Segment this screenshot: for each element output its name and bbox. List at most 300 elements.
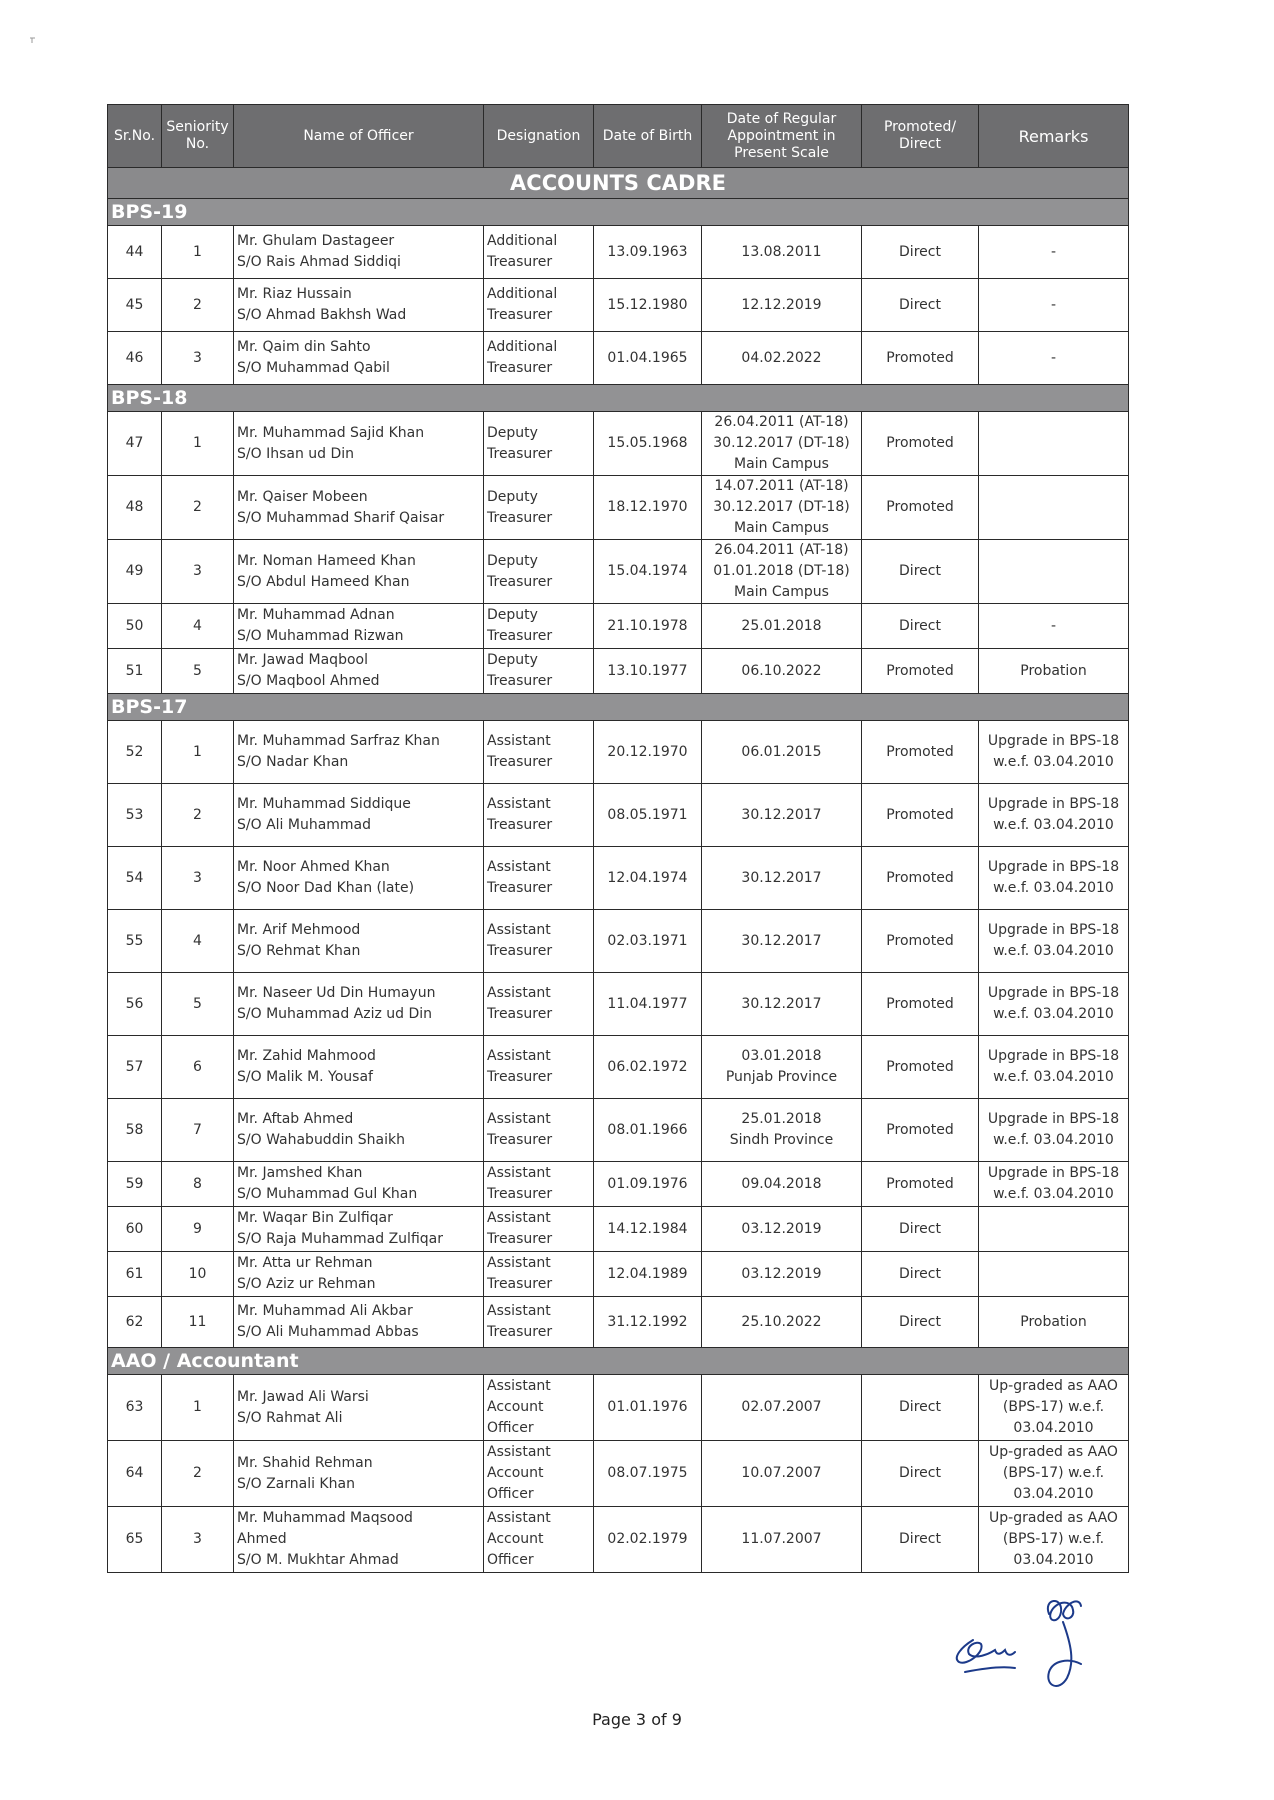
designation-cell xyxy=(484,1297,594,1348)
designation-cell xyxy=(484,1252,594,1297)
appointment-date-cell xyxy=(702,1162,862,1207)
seniority-no-cell: 9 xyxy=(162,1207,234,1252)
appointment-date-cell-line: 10.07.2007 xyxy=(741,1465,822,1481)
designation-cell-line: Assistant xyxy=(487,985,551,1001)
designation-cell xyxy=(484,910,594,973)
promoted-direct-cell: Direct xyxy=(862,226,979,279)
col-promoted-direct: Promoted/ Direct xyxy=(862,105,979,168)
remarks-cell xyxy=(979,1507,1129,1573)
officer-name-cell xyxy=(234,1099,484,1162)
remarks-cell-line: 03.04.2010 xyxy=(1013,1420,1094,1436)
designation-cell-line: Assistant xyxy=(487,1510,551,1526)
designation-cell xyxy=(484,279,594,332)
designation-cell xyxy=(484,412,594,476)
date-of-birth-cell: 01.04.1965 xyxy=(594,332,702,385)
appointment-date-cell xyxy=(702,1507,862,1573)
seniority-no-cell: 5 xyxy=(162,973,234,1036)
promoted-direct-cell: Promoted xyxy=(862,1162,979,1207)
appointment-date-cell xyxy=(702,784,862,847)
table-body xyxy=(108,168,1129,1573)
designation-cell-line: Treasurer xyxy=(487,445,553,462)
officer-name-cell xyxy=(234,973,484,1036)
remarks-cell xyxy=(979,412,1129,476)
section-heading-row xyxy=(108,694,1129,721)
officer-name-cell xyxy=(234,1297,484,1348)
officer-name-cell xyxy=(234,910,484,973)
seniority-table xyxy=(107,104,1129,1573)
remarks-cell-line: (BPS-17) w.e.f. xyxy=(1002,1465,1105,1481)
date-of-birth-cell: 12.04.1989 xyxy=(594,1252,702,1297)
remarks-cell xyxy=(979,540,1129,604)
appointment-date-cell-line: 06.10.2022 xyxy=(741,662,822,679)
table-row xyxy=(108,847,1129,910)
designation-cell-line: Assistant xyxy=(487,1378,551,1394)
date-of-birth-cell: 13.09.1963 xyxy=(594,226,702,279)
designation-cell-line: Treasurer xyxy=(487,817,553,833)
officer-name-cell xyxy=(234,604,484,649)
designation-cell-line: Deputy xyxy=(487,424,538,441)
remarks-cell-line: w.e.f. 03.04.2010 xyxy=(993,880,1114,896)
section-title: BPS-19 xyxy=(108,199,1129,226)
designation-cell-line: Officer xyxy=(487,1486,534,1502)
officer-name-cell xyxy=(234,1036,484,1099)
designation-cell xyxy=(484,1375,594,1441)
designation-cell xyxy=(484,784,594,847)
table-row xyxy=(108,973,1129,1036)
designation-cell-line: Treasurer xyxy=(487,754,553,770)
date-of-birth-cell: 01.09.1976 xyxy=(594,1162,702,1207)
remarks-cell xyxy=(979,847,1129,910)
date-of-birth-cell: 11.04.1977 xyxy=(594,973,702,1036)
appointment-date-cell-line: 30.12.2017 (DT-18) xyxy=(713,499,850,515)
table-row xyxy=(108,540,1129,604)
appointment-date-cell xyxy=(702,1099,862,1162)
officer-name-cell xyxy=(234,1207,484,1252)
table-row xyxy=(108,910,1129,973)
remarks-cell-line: Up-graded as AAO xyxy=(989,1378,1118,1394)
promoted-direct-cell: Promoted xyxy=(862,847,979,910)
designation-cell xyxy=(484,973,594,1036)
date-of-birth-cell: 01.01.1976 xyxy=(594,1375,702,1441)
appointment-date-cell xyxy=(702,1207,862,1252)
appointment-date-cell-line: 12.12.2019 xyxy=(741,296,822,313)
table-row xyxy=(108,476,1129,540)
remarks-cell xyxy=(979,604,1129,649)
sr-no-cell: 49 xyxy=(108,540,162,604)
officer-name-cell-line: S/O Muhammad Qabil xyxy=(237,360,390,376)
officer-name-cell-line: Mr. Jamshed Khan xyxy=(237,1165,363,1181)
appointment-date-cell-line: 26.04.2011 (AT-18) xyxy=(714,542,849,558)
sr-no-cell: 64 xyxy=(108,1441,162,1507)
promoted-direct-cell: Direct xyxy=(862,279,979,332)
designation-cell-line: Treasurer xyxy=(487,573,553,590)
officer-name-cell-line: S/O Aziz ur Rehman xyxy=(237,1276,376,1292)
col-seniority-no: Seniority No. xyxy=(162,105,234,168)
designation-cell xyxy=(484,540,594,604)
promoted-direct-cell: Promoted xyxy=(862,412,979,476)
seniority-no-cell: 3 xyxy=(162,540,234,604)
table-row xyxy=(108,1099,1129,1162)
appointment-date-cell xyxy=(702,604,862,649)
sr-no-cell: 60 xyxy=(108,1207,162,1252)
designation-cell xyxy=(484,1036,594,1099)
appointment-date-cell xyxy=(702,226,862,279)
officer-name-cell-line: S/O Rehmat Khan xyxy=(237,943,361,959)
designation-cell-line: Additional xyxy=(487,286,558,302)
table-row xyxy=(108,784,1129,847)
remarks-cell-line: Upgrade in BPS-18 xyxy=(987,1111,1120,1127)
designation-cell xyxy=(484,332,594,385)
col-sr-no: Sr.No. xyxy=(108,105,162,168)
sr-no-cell: 63 xyxy=(108,1375,162,1441)
officer-name-cell-line: S/O Nadar Khan xyxy=(237,754,349,770)
promoted-direct-cell: Direct xyxy=(862,1297,979,1348)
designation-cell-line: Treasurer xyxy=(487,880,553,896)
remarks-cell-line: Upgrade in BPS-18 xyxy=(987,985,1120,1001)
appointment-date-cell xyxy=(702,279,862,332)
remarks-cell-line: - xyxy=(1050,349,1057,366)
designation-cell-line: Assistant xyxy=(487,733,551,749)
remarks-cell-line: Upgrade in BPS-18 xyxy=(987,796,1120,812)
officer-name-cell xyxy=(234,1375,484,1441)
seniority-no-cell: 1 xyxy=(162,721,234,784)
section-heading-row xyxy=(108,199,1129,226)
cadre-title: ACCOUNTS CADRE xyxy=(108,168,1129,199)
officer-name-cell xyxy=(234,721,484,784)
officer-name-cell-line: Mr. Waqar Bin Zulfiqar xyxy=(237,1210,393,1226)
seniority-no-cell: 2 xyxy=(162,476,234,540)
appointment-date-cell xyxy=(702,1375,862,1441)
seniority-no-cell: 3 xyxy=(162,332,234,385)
designation-cell-line: Treasurer xyxy=(487,673,553,689)
officer-name-cell-line: Mr. Muhammad Ali Akbar xyxy=(237,1303,413,1319)
seniority-no-cell: 3 xyxy=(162,847,234,910)
designation-cell-line: Treasurer xyxy=(487,1132,553,1148)
remarks-cell-line: w.e.f. 03.04.2010 xyxy=(993,943,1114,959)
officer-name-cell-line: Mr. Muhammad Siddique xyxy=(237,796,411,812)
remarks-cell xyxy=(979,332,1129,385)
promoted-direct-cell: Promoted xyxy=(862,910,979,973)
designation-cell xyxy=(484,1162,594,1207)
designation-cell-line: Treasurer xyxy=(487,254,553,270)
sr-no-cell: 45 xyxy=(108,279,162,332)
designation-cell-line: Assistant xyxy=(487,1048,551,1064)
sr-no-cell: 46 xyxy=(108,332,162,385)
signature-marks xyxy=(945,1588,1145,1698)
designation-cell-line: Treasurer xyxy=(487,1069,553,1085)
designation-cell-line: Deputy xyxy=(487,652,538,668)
date-of-birth-cell: 14.12.1984 xyxy=(594,1207,702,1252)
appointment-date-cell xyxy=(702,847,862,910)
promoted-direct-cell: Direct xyxy=(862,1252,979,1297)
appointment-date-cell xyxy=(702,1297,862,1348)
table-row xyxy=(108,1162,1129,1207)
table-row xyxy=(108,1036,1129,1099)
appointment-date-cell xyxy=(702,973,862,1036)
appointment-date-cell xyxy=(702,476,862,540)
designation-cell-line: Additional xyxy=(487,339,558,355)
appointment-date-cell-line: 11.07.2007 xyxy=(741,1531,822,1547)
date-of-birth-cell: 15.05.1968 xyxy=(594,412,702,476)
remarks-cell xyxy=(979,226,1129,279)
remarks-cell-line: (BPS-17) w.e.f. xyxy=(1002,1399,1105,1415)
section-heading-row xyxy=(108,385,1129,412)
col-officer-name: Name of Officer xyxy=(234,105,484,168)
designation-cell-line: Treasurer xyxy=(487,1324,553,1340)
officer-name-cell xyxy=(234,279,484,332)
officer-name-cell xyxy=(234,784,484,847)
remarks-cell xyxy=(979,1207,1129,1252)
officer-name-cell-line: Mr. Jawad Ali Warsi xyxy=(237,1388,369,1405)
remarks-cell-line: w.e.f. 03.04.2010 xyxy=(993,817,1114,833)
officer-name-cell-line: Mr. Naseer Ud Din Humayun xyxy=(237,985,436,1001)
remarks-cell xyxy=(979,476,1129,540)
designation-cell xyxy=(484,721,594,784)
appointment-date-cell-line: 03.12.2019 xyxy=(741,1220,822,1237)
appointment-date-cell-line: 30.12.2017 xyxy=(741,806,822,823)
designation-cell xyxy=(484,476,594,540)
appointment-date-cell xyxy=(702,332,862,385)
remarks-cell-line: - xyxy=(1050,243,1057,260)
remarks-cell-line: w.e.f. 03.04.2010 xyxy=(993,1132,1114,1148)
table-row xyxy=(108,721,1129,784)
officer-name-cell-line: S/O Abdul Hameed Khan xyxy=(237,573,410,590)
seniority-no-cell: 10 xyxy=(162,1252,234,1297)
remarks-cell xyxy=(979,279,1129,332)
col-remarks: Remarks xyxy=(979,105,1129,168)
sr-no-cell: 48 xyxy=(108,476,162,540)
designation-cell-line: Assistant xyxy=(487,922,551,938)
remarks-cell xyxy=(979,1441,1129,1507)
date-of-birth-cell: 13.10.1977 xyxy=(594,649,702,694)
section-title: AAO / Accountant xyxy=(108,1348,1129,1375)
appointment-date-cell xyxy=(702,649,862,694)
officer-name-cell-line: S/O Noor Dad Khan (late) xyxy=(237,880,415,896)
remarks-cell xyxy=(979,721,1129,784)
table-row xyxy=(108,412,1129,476)
designation-cell xyxy=(484,604,594,649)
appointment-date-cell-line: Main Campus xyxy=(734,456,829,472)
sr-no-cell: 57 xyxy=(108,1036,162,1099)
promoted-direct-cell: Promoted xyxy=(862,973,979,1036)
remarks-cell xyxy=(979,649,1129,694)
sr-no-cell: 51 xyxy=(108,649,162,694)
designation-cell-line: Deputy xyxy=(487,607,538,623)
sr-no-cell: 61 xyxy=(108,1252,162,1297)
designation-cell-line: Account xyxy=(487,1531,544,1547)
officer-name-cell xyxy=(234,847,484,910)
promoted-direct-cell: Promoted xyxy=(862,1036,979,1099)
officer-name-cell-line: Mr. Riaz Hussain xyxy=(237,286,352,302)
date-of-birth-cell: 20.12.1970 xyxy=(594,721,702,784)
seniority-no-cell: 1 xyxy=(162,226,234,279)
col-appointment-date: Date of Regular Appointment in Present Scale xyxy=(702,105,862,168)
designation-cell-line: Assistant xyxy=(487,1111,551,1127)
remarks-cell-line: w.e.f. 03.04.2010 xyxy=(993,1069,1114,1085)
remarks-cell-line: w.e.f. 03.04.2010 xyxy=(993,754,1114,770)
officer-name-cell-line: S/O Ali Muhammad Abbas xyxy=(237,1324,419,1340)
appointment-date-cell-line: 03.01.2018 xyxy=(741,1048,822,1064)
officer-name-cell-line: Mr. Aftab Ahmed xyxy=(237,1111,354,1127)
appointment-date-cell-line: 25.01.2018 xyxy=(741,1111,822,1127)
remarks-cell-line: 03.04.2010 xyxy=(1013,1552,1094,1568)
designation-cell-line: Assistant xyxy=(487,1165,551,1181)
seniority-no-cell: 4 xyxy=(162,604,234,649)
remarks-cell xyxy=(979,973,1129,1036)
designation-cell-line: Assistant xyxy=(487,1444,551,1460)
date-of-birth-cell: 02.02.1979 xyxy=(594,1507,702,1573)
remarks-cell-line: (BPS-17) w.e.f. xyxy=(1002,1531,1105,1547)
officer-name-cell-line: Mr. Muhammad Sajid Khan xyxy=(237,424,425,441)
promoted-direct-cell: Promoted xyxy=(862,649,979,694)
seniority-no-cell: 7 xyxy=(162,1099,234,1162)
appointment-date-cell-line: 26.04.2011 (AT-18) xyxy=(714,414,849,430)
designation-cell-line: Treasurer xyxy=(487,1186,553,1202)
officer-name-cell-line: S/O Muhammad Sharif Qaisar xyxy=(237,509,445,526)
officer-name-cell xyxy=(234,1441,484,1507)
table-header xyxy=(108,105,1129,168)
officer-name-cell-line: S/O Ali Muhammad xyxy=(237,817,372,833)
officer-name-cell xyxy=(234,412,484,476)
table-row xyxy=(108,604,1129,649)
appointment-date-cell-line: Main Campus xyxy=(734,584,829,600)
remarks-cell-line: Upgrade in BPS-18 xyxy=(987,859,1120,875)
designation-cell-line: Assistant xyxy=(487,1303,551,1319)
designation-cell-line: Officer xyxy=(487,1552,534,1568)
designation-cell-line: Account xyxy=(487,1465,544,1481)
sr-no-cell: 59 xyxy=(108,1162,162,1207)
designation-cell xyxy=(484,1099,594,1162)
sr-no-cell: 44 xyxy=(108,226,162,279)
officer-name-cell xyxy=(234,1162,484,1207)
designation-cell xyxy=(484,847,594,910)
seniority-no-cell: 8 xyxy=(162,1162,234,1207)
appointment-date-cell xyxy=(702,1252,862,1297)
remarks-cell-line: Upgrade in BPS-18 xyxy=(987,922,1120,938)
officer-name-cell-line: Mr. Noman Hameed Khan xyxy=(237,552,416,569)
officer-name-cell-line: Mr. Noor Ahmed Khan xyxy=(237,859,390,875)
date-of-birth-cell: 12.04.1974 xyxy=(594,847,702,910)
officer-name-cell-line: S/O Rais Ahmad Siddiqi xyxy=(237,254,401,270)
appointment-date-cell-line: 30.12.2017 (DT-18) xyxy=(713,435,850,451)
sr-no-cell: 55 xyxy=(108,910,162,973)
officer-name-cell-line: Mr. Shahid Rehman xyxy=(237,1454,373,1471)
remarks-cell-line: - xyxy=(1050,296,1057,313)
remarks-cell xyxy=(979,1099,1129,1162)
appointment-date-cell-line: 30.12.2017 xyxy=(741,932,822,949)
sr-no-cell: 47 xyxy=(108,412,162,476)
designation-cell-line: Treasurer xyxy=(487,1006,553,1022)
appointment-date-cell xyxy=(702,1036,862,1099)
promoted-direct-cell: Promoted xyxy=(862,476,979,540)
officer-name-cell-line: Mr. Atta ur Rehman xyxy=(237,1255,373,1271)
sr-no-cell: 54 xyxy=(108,847,162,910)
appointment-date-cell xyxy=(702,540,862,604)
officer-name-cell-line: S/O Malik M. Yousaf xyxy=(237,1069,373,1085)
officer-name-cell-line: S/O Ihsan ud Din xyxy=(237,445,355,462)
appointment-date-cell-line: 13.08.2011 xyxy=(741,243,822,260)
remarks-cell xyxy=(979,910,1129,973)
designation-cell-line: Deputy xyxy=(487,488,538,505)
appointment-date-cell xyxy=(702,1441,862,1507)
officer-name-cell-line: S/O M. Mukhtar Ahmad xyxy=(237,1552,399,1568)
remarks-cell-line: 03.04.2010 xyxy=(1013,1486,1094,1502)
date-of-birth-cell: 08.01.1966 xyxy=(594,1099,702,1162)
promoted-direct-cell: Direct xyxy=(862,1507,979,1573)
date-of-birth-cell: 06.02.1972 xyxy=(594,1036,702,1099)
section-title: BPS-18 xyxy=(108,385,1129,412)
officer-name-cell-line: Mr. Qaiser Mobeen xyxy=(237,488,368,505)
seniority-no-cell: 2 xyxy=(162,1441,234,1507)
remarks-cell-line: w.e.f. 03.04.2010 xyxy=(993,1186,1114,1202)
seniority-no-cell: 6 xyxy=(162,1036,234,1099)
officer-name-cell xyxy=(234,226,484,279)
appointment-date-cell-line: 04.02.2022 xyxy=(741,349,822,366)
appointment-date-cell-line: 09.04.2018 xyxy=(741,1175,822,1192)
appointment-date-cell xyxy=(702,412,862,476)
officer-name-cell xyxy=(234,332,484,385)
section-heading-row xyxy=(108,1348,1129,1375)
promoted-direct-cell: Direct xyxy=(862,1207,979,1252)
officer-name-cell-line: S/O Rahmat Ali xyxy=(237,1409,343,1426)
appointment-date-cell-line: Sindh Province xyxy=(729,1132,834,1148)
designation-cell xyxy=(484,226,594,279)
sr-no-cell: 53 xyxy=(108,784,162,847)
sr-no-cell: 65 xyxy=(108,1507,162,1573)
remarks-cell-line: Upgrade in BPS-18 xyxy=(987,733,1120,749)
seniority-no-cell: 5 xyxy=(162,649,234,694)
officer-name-cell-line: Ahmed xyxy=(237,1531,287,1547)
officer-name-cell-line: Mr. Zahid Mahmood xyxy=(237,1048,376,1064)
designation-cell-line: Additional xyxy=(487,233,558,249)
officer-name-cell xyxy=(234,1252,484,1297)
date-of-birth-cell: 02.03.1971 xyxy=(594,910,702,973)
designation-cell-line: Account xyxy=(487,1399,544,1415)
date-of-birth-cell: 15.04.1974 xyxy=(594,540,702,604)
officer-name-cell xyxy=(234,540,484,604)
remarks-cell xyxy=(979,1375,1129,1441)
designation-cell-line: Treasurer xyxy=(487,1231,553,1247)
remarks-cell-line: Upgrade in BPS-18 xyxy=(987,1165,1120,1181)
appointment-date-cell xyxy=(702,910,862,973)
appointment-date-cell-line: Main Campus xyxy=(734,520,829,536)
remarks-cell-line: Upgrade in BPS-18 xyxy=(987,1048,1120,1064)
appointment-date-cell-line: 03.12.2019 xyxy=(741,1265,822,1282)
designation-cell-line: Deputy xyxy=(487,552,538,569)
promoted-direct-cell: Promoted xyxy=(862,1099,979,1162)
officer-name-cell-line: S/O Zarnali Khan xyxy=(237,1475,355,1492)
promoted-direct-cell: Direct xyxy=(862,1375,979,1441)
promoted-direct-cell: Promoted xyxy=(862,332,979,385)
designation-cell-line: Treasurer xyxy=(487,307,553,323)
designation-cell-line: Assistant xyxy=(487,796,551,812)
scan-marks xyxy=(28,30,88,50)
seniority-no-cell: 2 xyxy=(162,784,234,847)
promoted-direct-cell: Direct xyxy=(862,540,979,604)
designation-cell-line: Assistant xyxy=(487,1255,551,1271)
officer-name-cell-line: S/O Muhammad Aziz ud Din xyxy=(237,1006,433,1022)
designation-cell xyxy=(484,1207,594,1252)
remarks-cell-line: Up-graded as AAO xyxy=(989,1510,1118,1526)
officer-name-cell-line: Mr. Jawad Maqbool xyxy=(237,652,368,668)
cadre-heading-row xyxy=(108,168,1129,199)
officer-name-cell xyxy=(234,476,484,540)
appointment-date-cell-line: 30.12.2017 xyxy=(741,869,822,886)
officer-name-cell xyxy=(234,649,484,694)
seniority-no-cell: 3 xyxy=(162,1507,234,1573)
officer-name-cell-line: S/O Wahabuddin Shaikh xyxy=(237,1132,406,1148)
sr-no-cell: 52 xyxy=(108,721,162,784)
